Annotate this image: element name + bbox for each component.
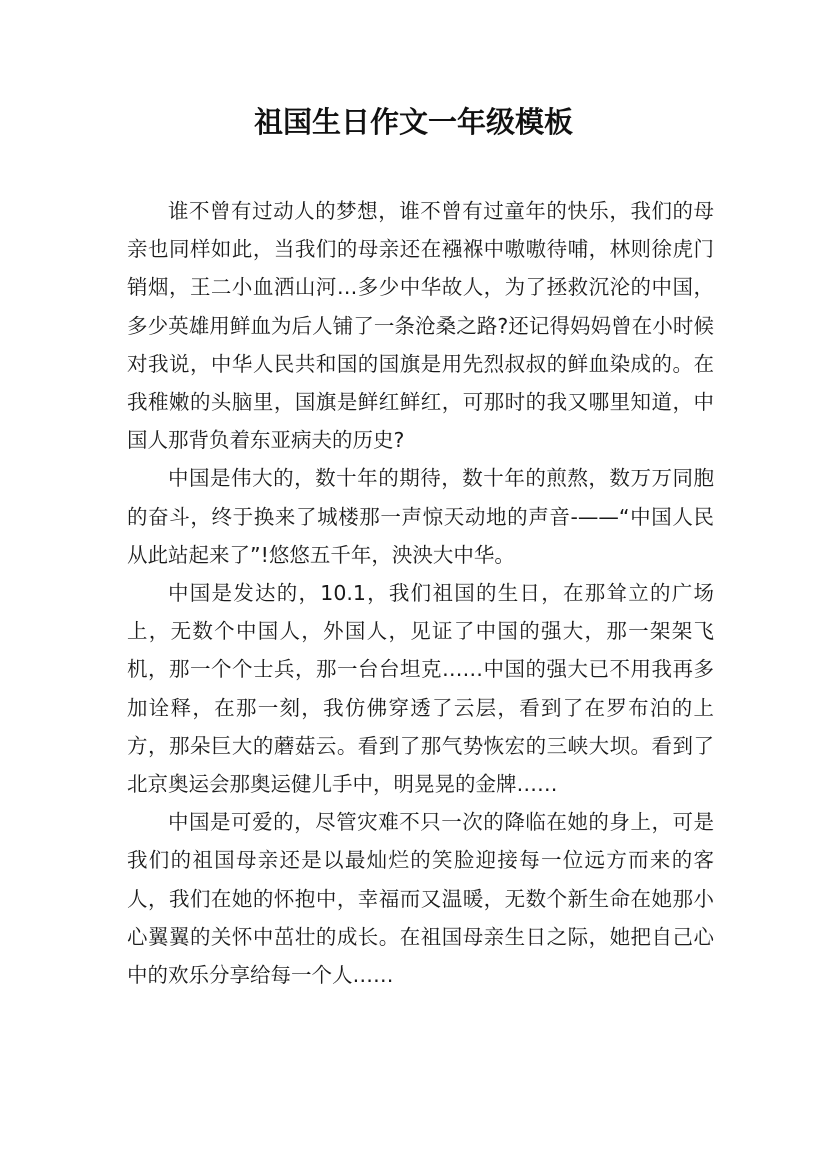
document-title: 祖国生日作文一年级模板 — [253, 105, 573, 139]
paragraph-3: 中国是发达的，10.1，我们祖国的生日，在那耸立的广场上，无数个中国人，外国人，见证了中国的强大，那一架架飞机，那一个个士兵，那一台台坦克……中国的强大已不用我再多加诠释，在那一刻，我仿佛穿透了云层，看到了在罗布泊的上方，那朵巨大的蘑菇云。看到了那气势恢宏的三峡大坝。看到了北京奥运会那奥运健儿手中，明晃晃的金牌…… — [127, 581, 714, 797]
paragraph-2: 中国是伟大的，数十年的期待，数十年的煎熬，数万万同胞的奋斗，终于换来了城楼那一声惊天动地的声音-——“中国人民从此站起来了”!悠悠五千年，泱泱大中华。 — [127, 466, 714, 567]
paragraph-4: 中国是可爱的，尽管灾难不只一次的降临在她的身上，可是我们的祖国母亲还是以最灿烂的笑脸迎接每一位远方而来的客人，我们在她的怀抱中，幸福而又温暖，无数个新生命在她那小心翼翼的关怀中茁壮的成长。在祖国母亲生日之际，她把自己心中的欢乐分享给每一个人…… — [127, 810, 714, 988]
paragraph-1: 谁不曾有过动人的梦想，谁不曾有过童年的快乐，我们的母亲也同样如此，当我们的母亲还在襁褓中嗷嗷待哺，林则徐虎门销烟，王二小血洒山河…多少中华故人，为了拯救沉沦的中国，多少英雄用鲜血为后人铺了一条沧桑之路?还记得妈妈曾在小时候对我说，中华人民共和国的国旗是用先烈叔叔的鲜血染成的。在我稚嫩的头脑里，国旗是鲜红鲜红，可那时的我又哪里知道，中国人那背负着东亚病夫的历史? — [127, 199, 714, 453]
document-body — [127, 192, 714, 994]
